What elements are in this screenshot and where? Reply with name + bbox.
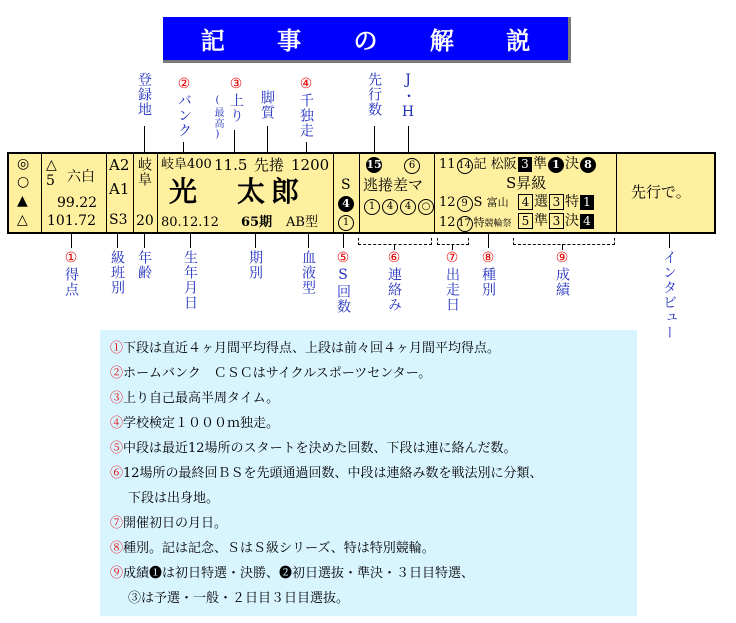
race-type: 特 xyxy=(473,216,485,229)
label-start-number: ⑦ xyxy=(444,250,460,267)
label-s-count: S回数 xyxy=(335,267,351,314)
race-type: 記 xyxy=(473,157,487,172)
result-mark: 3 xyxy=(549,194,564,210)
result-label: 特 xyxy=(565,194,579,210)
racer-card xyxy=(7,152,716,234)
race-row xyxy=(439,195,509,212)
result-mark: 1 xyxy=(548,157,564,173)
prediction-mark: △ xyxy=(46,157,57,173)
note-line xyxy=(110,440,517,458)
label-start-date: 出走日 xyxy=(444,267,460,312)
note-number: ⑤ xyxy=(110,441,124,456)
column-divider xyxy=(359,154,360,232)
column-divider xyxy=(106,154,107,232)
race-round-badge: 17 xyxy=(457,216,473,232)
frame-label: 六白 xyxy=(67,169,95,185)
leader-line xyxy=(234,130,235,152)
leg-type-value: 先捲 xyxy=(254,156,285,174)
race-date: 12 xyxy=(439,195,456,210)
leader-line xyxy=(183,142,184,152)
label-kind-number: ⑧ xyxy=(480,250,496,267)
leader-line xyxy=(71,234,72,248)
note-number: ⑧ xyxy=(110,541,124,556)
leader-line xyxy=(190,234,191,248)
label-kind: 種別 xyxy=(480,267,496,297)
leader-line xyxy=(144,126,145,152)
frame-number: 5 xyxy=(46,173,55,189)
age-value: 20 xyxy=(136,213,154,229)
label-best-lap-number: ③ xyxy=(228,76,244,93)
score-previous: 99.22 xyxy=(57,195,98,211)
jh-count-badge: 6 xyxy=(404,158,420,174)
leader-line xyxy=(308,234,309,248)
leader-line xyxy=(117,234,118,248)
s-bottom xyxy=(337,213,355,231)
label-lead-count: 先行数 xyxy=(366,72,382,117)
race-venue: 競輪祭 xyxy=(484,219,512,229)
label-class: 級班別 xyxy=(109,250,125,295)
note-number: ④ xyxy=(110,416,124,431)
mark-filled-triangle: ▲ xyxy=(17,193,28,209)
result-mark: 4 xyxy=(518,194,533,210)
note-text: ホームバンク ＣＳＣはサイクルスポーツセンター。 xyxy=(123,366,432,381)
note-text: 下段は直近４ヶ月間平均得点、上段は前々回４ヶ月間平均得点。 xyxy=(123,341,501,356)
column-divider xyxy=(434,154,435,232)
note-line xyxy=(128,590,349,608)
note-line xyxy=(110,365,431,383)
race-date: 11 xyxy=(439,157,456,172)
column-divider xyxy=(133,154,134,232)
mark-triangle: △ xyxy=(17,212,28,228)
note-line xyxy=(110,465,543,483)
note-line xyxy=(110,415,279,433)
result-mark: 3 xyxy=(518,157,532,172)
leader-line xyxy=(144,234,145,248)
label-score-number: ① xyxy=(63,250,79,267)
bracket xyxy=(437,238,469,245)
note-number: ③ xyxy=(110,391,124,406)
s-label: S xyxy=(341,177,351,193)
relation-badge: 1 xyxy=(364,199,380,215)
solo-value: 1200 xyxy=(291,156,330,174)
label-leg-type: 脚質 xyxy=(259,90,275,120)
note-text: 下段は出身地。 xyxy=(128,491,220,506)
result-row-top xyxy=(517,156,597,173)
note-number: ⑥ xyxy=(110,466,124,481)
label-bank: バンク xyxy=(176,93,192,138)
result-row-middle xyxy=(517,194,595,210)
s-count-badge: 4 xyxy=(338,196,354,212)
result-label: 選 xyxy=(534,194,548,210)
note-line xyxy=(110,390,279,408)
result-mark: 8 xyxy=(580,157,596,173)
leader-line xyxy=(255,234,256,248)
result-label: 準 xyxy=(533,156,547,172)
relation-badge: 4 xyxy=(400,199,416,215)
mark-circle: ○ xyxy=(17,174,30,190)
leader-line xyxy=(488,234,489,248)
score-recent: 101.72 xyxy=(47,213,96,229)
best-lap-value: 11.5 xyxy=(214,156,248,174)
column-divider xyxy=(616,154,617,232)
label-age: 年齢 xyxy=(136,250,152,280)
race-row xyxy=(439,157,517,174)
relation-badge: 4 xyxy=(382,199,398,215)
label-link: 連絡み xyxy=(386,267,402,312)
leader-line xyxy=(343,234,344,248)
lead-count-badge: 15 xyxy=(366,158,382,171)
note-text: ③は予選・一般・２日目３日目選抜。 xyxy=(128,591,350,606)
page-title: 記 事 の 解 説 xyxy=(163,17,571,63)
label-registration: 登録地 xyxy=(136,72,152,117)
blood-type: AB型 xyxy=(286,215,318,230)
column-divider xyxy=(333,154,334,232)
result-label: 決 xyxy=(565,213,579,229)
bracket xyxy=(358,238,432,245)
mark-double-circle: ◎ xyxy=(17,156,30,172)
race-type: S xyxy=(473,195,483,210)
term-value: 65期 xyxy=(241,215,273,230)
class-bottom: S3 xyxy=(109,212,128,228)
note-text: 学校検定１０００ｍ独走。 xyxy=(123,416,280,431)
label-best-lap: 上り xyxy=(228,93,244,123)
label-jh: J・H xyxy=(400,72,416,121)
leader-line xyxy=(408,126,409,152)
race-date: 12 xyxy=(439,215,456,230)
note-text: 12場所の最終回ＢＳを先頭通過回数、中段は連絡み数を戦法別に分類、 xyxy=(123,466,543,481)
note-text: 中段は最近12場所のスタートを決めた回数、下段は連に絡んだ数。 xyxy=(123,441,517,456)
note-number: ⑦ xyxy=(110,516,124,531)
tactics-value: 逃捲差マ xyxy=(363,176,424,194)
note-line xyxy=(110,540,435,558)
label-birth: 生年月日 xyxy=(182,250,198,310)
notes-box xyxy=(100,330,637,616)
result-mark: 4 xyxy=(580,214,594,229)
result-mark: 1 xyxy=(580,195,594,210)
leader-line xyxy=(374,126,375,152)
jh-count-value xyxy=(403,156,421,174)
birth-date: 80.12.12 xyxy=(161,215,219,230)
racer-name: 光 太郎 xyxy=(169,175,306,208)
label-solo-number: ④ xyxy=(298,76,314,93)
label-term: 期別 xyxy=(247,250,263,280)
note-number: ① xyxy=(110,341,124,356)
home-bank: 岐阜400 xyxy=(161,157,212,172)
note-number: ② xyxy=(110,366,124,381)
label-solo: 千独走 xyxy=(298,93,314,138)
result-mark: 5 xyxy=(518,213,533,229)
label-blood: 血液型 xyxy=(300,250,316,295)
note-line xyxy=(110,515,227,533)
note-text: 種別。記は記念、ＳはＳ級シリーズ、特は特別競輪。 xyxy=(123,541,435,556)
note-text: 成績❶は初日特選・決勝、❷初日選抜・準決・３日目特選、 xyxy=(123,566,475,581)
relations-row xyxy=(363,197,435,215)
race-row xyxy=(439,215,512,232)
interview-text: 先行で。 xyxy=(631,183,691,201)
label-bank-number: ② xyxy=(176,76,192,93)
result-mark: 3 xyxy=(549,213,564,229)
lead-count-value xyxy=(365,156,383,173)
race-venue: 松阪 xyxy=(490,157,517,172)
promotion-title: S昇級 xyxy=(506,174,547,192)
race-round-badge: 14 xyxy=(457,158,473,174)
note-text: 上り自己最高半周タイム。 xyxy=(123,391,280,406)
s-bottom-badge: 1 xyxy=(338,215,354,231)
label-result-number: ⑨ xyxy=(554,250,570,267)
result-label: 準 xyxy=(534,213,548,229)
relation-badge: ○ xyxy=(418,199,434,215)
class-middle: A1 xyxy=(109,180,130,198)
result-row-bottom xyxy=(517,213,595,229)
note-line xyxy=(110,340,500,358)
note-line xyxy=(128,490,219,508)
column-divider xyxy=(41,154,42,232)
label-result: 成績 xyxy=(554,267,570,297)
result-label: 決 xyxy=(565,156,579,172)
s-count xyxy=(337,195,355,212)
leader-line xyxy=(669,234,670,248)
column-divider xyxy=(157,154,158,232)
note-number: ⑨ xyxy=(110,566,124,581)
note-text: 開催初日の月日。 xyxy=(123,516,228,531)
bracket xyxy=(513,238,615,245)
leader-line xyxy=(267,126,268,152)
label-best-lap-sub: (最高) xyxy=(212,95,223,141)
leader-line xyxy=(306,142,307,152)
class-top: A2 xyxy=(109,156,130,174)
label-s-number: ⑤ xyxy=(335,250,351,267)
label-interview: インタビュー xyxy=(661,250,677,340)
label-score: 得点 xyxy=(63,267,79,297)
race-round-badge: 9 xyxy=(457,196,473,212)
prefecture: 岐阜 xyxy=(136,157,152,187)
race-venue: 富山 xyxy=(486,196,509,209)
note-line xyxy=(110,565,474,583)
label-link-number: ⑥ xyxy=(386,250,402,267)
